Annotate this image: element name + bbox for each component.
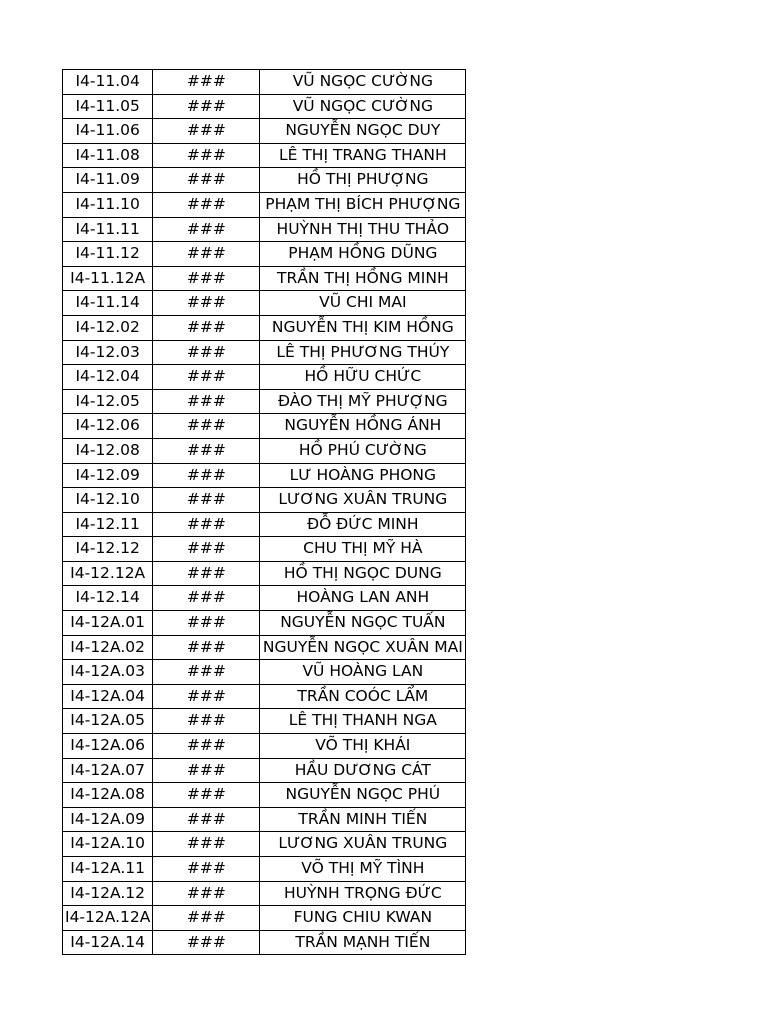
name-cell: TRẦN MẠNH TIẾN [260,930,466,955]
code-cell: I4-12.10 [63,488,153,513]
table-row [63,94,466,119]
table-row [63,143,466,168]
name-cell: HOÀNG LAN ANH [260,586,466,611]
table-row [63,340,466,365]
name-cell: HUỲNH THỊ THU THẢO [260,217,466,242]
table-row [63,807,466,832]
code-cell: I4-12A.04 [63,684,153,709]
code-cell: I4-11.06 [63,119,153,144]
code-cell: I4-12.12A [63,561,153,586]
name-cell: NGUYỄN NGỌC PHÚ [260,783,466,808]
code-cell: I4-12A.12 [63,881,153,906]
table-row [63,783,466,808]
table-row [63,242,466,267]
table-row [63,365,466,390]
code-cell: I4-12A.06 [63,734,153,759]
value-cell: ### [153,611,260,636]
name-cell: TRẦN MINH TIẾN [260,807,466,832]
value-cell: ### [153,734,260,759]
value-cell: ### [153,807,260,832]
table-row [63,660,466,685]
value-cell: ### [153,266,260,291]
code-cell: I4-12.14 [63,586,153,611]
code-cell: I4-11.12 [63,242,153,267]
name-cell: TRẦN COÓC LẨM [260,684,466,709]
name-cell: LƯƠNG XUÂN TRUNG [260,832,466,857]
name-cell: LƯ HOÀNG PHONG [260,463,466,488]
code-cell: I4-11.05 [63,94,153,119]
code-cell: I4-12.12 [63,537,153,562]
value-cell: ### [153,488,260,513]
name-cell: VŨ CHI MAI [260,291,466,316]
table-row [63,611,466,636]
code-cell: I4-12A.05 [63,709,153,734]
table-row [63,438,466,463]
code-cell: I4-11.10 [63,192,153,217]
value-cell: ### [153,857,260,882]
code-cell: I4-12.03 [63,340,153,365]
value-cell: ### [153,709,260,734]
name-cell: VÕ THỊ MỸ TÌNH [260,857,466,882]
value-cell: ### [153,758,260,783]
value-cell: ### [153,94,260,119]
name-cell: LƯƠNG XUÂN TRUNG [260,488,466,513]
name-cell: HỒ HỮU CHỨC [260,365,466,390]
code-cell: I4-12A.07 [63,758,153,783]
value-cell: ### [153,438,260,463]
value-cell: ### [153,635,260,660]
name-cell: NGUYỄN NGỌC TUẤN [260,611,466,636]
code-cell: I4-12A.12A [63,906,153,931]
table-row [63,561,466,586]
code-cell: I4-12.04 [63,365,153,390]
table-row [63,537,466,562]
name-cell: HẦU DƯƠNG CÁT [260,758,466,783]
value-cell: ### [153,561,260,586]
value-cell: ### [153,586,260,611]
name-cell: NGUYỄN HỒNG ÁNH [260,414,466,439]
name-cell: NGUYỄN NGỌC XUÂN MAI [260,635,466,660]
code-cell: I4-11.09 [63,168,153,193]
value-cell: ### [153,217,260,242]
table-row [63,414,466,439]
name-cell: HỒ PHÚ CƯỜNG [260,438,466,463]
name-cell: NGUYỄN THỊ KIM HỒNG [260,315,466,340]
name-cell: PHẠM THỊ BÍCH PHƯỢNG [260,192,466,217]
value-cell: ### [153,660,260,685]
table-row [63,930,466,955]
name-cell: HUỲNH TRỌNG ĐỨC [260,881,466,906]
code-cell: I4-12.06 [63,414,153,439]
table-row [63,488,466,513]
value-cell: ### [153,168,260,193]
code-cell: I4-12.09 [63,463,153,488]
code-cell: I4-11.12A [63,266,153,291]
value-cell: ### [153,414,260,439]
table-row [63,463,466,488]
table-body [63,70,466,955]
name-cell: NGUYỄN NGỌC DUY [260,119,466,144]
code-cell: I4-12.05 [63,389,153,414]
value-cell: ### [153,143,260,168]
name-cell: CHU THỊ MỸ HÀ [260,537,466,562]
name-cell: VŨ NGỌC CƯỜNG [260,94,466,119]
table-row [63,881,466,906]
table-row [63,758,466,783]
value-cell: ### [153,906,260,931]
name-cell: TRẦN THỊ HỒNG MINH [260,266,466,291]
value-cell: ### [153,291,260,316]
name-cell: FUNG CHIU KWAN [260,906,466,931]
table-row [63,635,466,660]
name-cell: ĐỖ ĐỨC MINH [260,512,466,537]
value-cell: ### [153,512,260,537]
code-cell: I4-12A.09 [63,807,153,832]
value-cell: ### [153,70,260,95]
value-cell: ### [153,783,260,808]
name-cell: PHẠM HỒNG DŨNG [260,242,466,267]
table-row [63,266,466,291]
value-cell: ### [153,340,260,365]
value-cell: ### [153,684,260,709]
code-cell: I4-12.02 [63,315,153,340]
code-cell: I4-12.11 [63,512,153,537]
name-cell: VŨ HOÀNG LAN [260,660,466,685]
name-cell: LÊ THỊ PHƯƠNG THÚY [260,340,466,365]
table-row [63,168,466,193]
value-cell: ### [153,242,260,267]
name-cell: LÊ THỊ TRANG THANH [260,143,466,168]
code-cell: I4-11.14 [63,291,153,316]
code-cell: I4-11.11 [63,217,153,242]
code-cell: I4-12A.10 [63,832,153,857]
table-row [63,217,466,242]
table-row [63,192,466,217]
table-row [63,709,466,734]
table-row [63,389,466,414]
table-row [63,512,466,537]
name-cell: LÊ THỊ THANH NGA [260,709,466,734]
name-cell: VŨ NGỌC CƯỜNG [260,70,466,95]
value-cell: ### [153,930,260,955]
code-cell: I4-12A.11 [63,857,153,882]
code-cell: I4-12A.01 [63,611,153,636]
table-row [63,832,466,857]
value-cell: ### [153,881,260,906]
name-cell: ĐÀO THỊ MỸ PHƯỢNG [260,389,466,414]
code-cell: I4-11.04 [63,70,153,95]
table-row [63,119,466,144]
name-cell: HỒ THỊ PHƯỢNG [260,168,466,193]
code-cell: I4-12A.03 [63,660,153,685]
value-cell: ### [153,365,260,390]
value-cell: ### [153,463,260,488]
value-cell: ### [153,832,260,857]
code-cell: I4-12A.08 [63,783,153,808]
table-row [63,684,466,709]
value-cell: ### [153,192,260,217]
table-row [63,70,466,95]
value-cell: ### [153,537,260,562]
value-cell: ### [153,389,260,414]
name-cell: HỒ THỊ NGỌC DUNG [260,561,466,586]
value-cell: ### [153,315,260,340]
data-table [62,69,466,955]
table-row [63,906,466,931]
table-row [63,291,466,316]
code-cell: I4-11.08 [63,143,153,168]
code-cell: I4-12.08 [63,438,153,463]
code-cell: I4-12A.14 [63,930,153,955]
table-row [63,734,466,759]
code-cell: I4-12A.02 [63,635,153,660]
table-row [63,315,466,340]
table-row [63,586,466,611]
name-cell: VÕ THỊ KHÁI [260,734,466,759]
table-row [63,857,466,882]
value-cell: ### [153,119,260,144]
